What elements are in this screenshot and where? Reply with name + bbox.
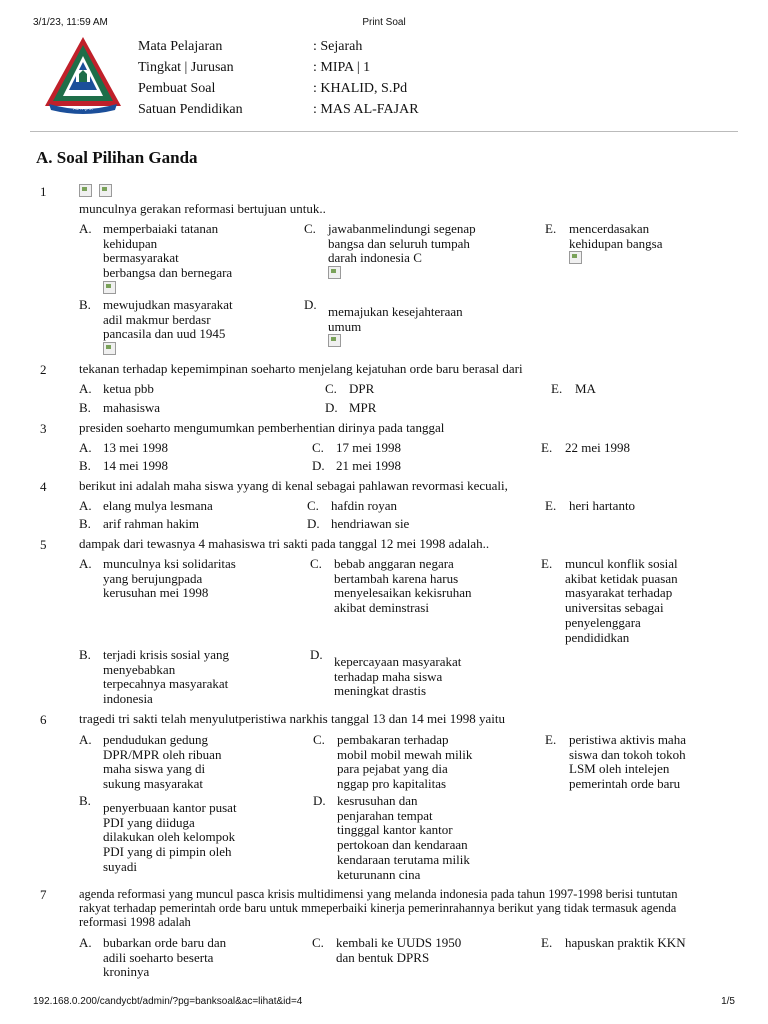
option-letter: E.: [551, 381, 563, 396]
option-line: kroninya: [103, 964, 150, 980]
question-text: agenda reformasi yang muncul pasca krisis multidimensi yang melanda indonesia pada tahun 1997-1998 berisi tuntutan rakyat terhadap pemerintah orde baru untuk mmeperbaiki kinerja pemerinrahannya berikut yang tidak termasuk agenda reformasi 1998 adalah: [79, 887, 678, 929]
option-letter: E.: [545, 498, 557, 513]
option-line: adil makmur berdasr: [103, 311, 211, 327]
option-line: MPR: [349, 400, 377, 415]
option-letter: C.: [312, 935, 324, 950]
option-line: kehidupan bangsa: [569, 235, 663, 251]
option-line: 13 mei 1998: [103, 440, 168, 455]
question-number: 2: [40, 362, 47, 377]
option-line: muncul konflik sosial: [565, 556, 678, 571]
option-line: kepercayaan masyarakat: [334, 654, 462, 669]
option-letter: C.: [307, 498, 319, 513]
option-letter: B.: [79, 516, 91, 531]
info-label: Pembuat Soal: [138, 81, 216, 96]
option-line: adili soeharto beserta: [103, 949, 214, 965]
broken-image-icon: [99, 184, 112, 197]
option-line: menyebabkan: [103, 661, 176, 677]
info-value: : Sejarah: [313, 39, 363, 54]
section-title: A. Soal Pilihan Ganda: [36, 148, 198, 167]
option-letter: C.: [325, 381, 337, 396]
info-label: Tingkat | Jurusan: [138, 60, 234, 75]
question-text: tragedi tri sakti telah menyulutperistiwa narkhis tanggal 13 dan 14 mei 1998 yaitu: [79, 711, 506, 726]
info-value: : MIPA | 1: [313, 60, 371, 75]
option-line: kembali ke UUDS 1950: [336, 935, 462, 950]
option-letter: C.: [313, 732, 325, 747]
option-line: bubarkan orde baru dan: [103, 935, 227, 950]
option-line: penjarahan tempat: [337, 807, 433, 823]
question-text: tekanan terhadap kepemimpinan soeharto menjelang kejatuhan orde baru berasal dari: [79, 361, 523, 376]
option-letter: D.: [307, 516, 320, 531]
page-number: 1/5: [721, 996, 735, 1007]
option-line: suyadi: [103, 858, 137, 874]
option-line: pendididkan: [565, 629, 630, 645]
header-divider: [30, 131, 738, 132]
option-line: PDI yang diiduga: [103, 814, 195, 830]
option-line: DPR/MPR oleh ribuan: [103, 746, 222, 762]
option-line: 14 mei 1998: [103, 458, 168, 473]
option-line: hafdin royan: [331, 498, 398, 513]
option-letter: D.: [304, 297, 317, 312]
option-line: memperbaiaki tatanan: [103, 221, 219, 236]
option-line: pertokoan dan kendaraan: [337, 837, 468, 853]
option-line: hendriawan sie: [331, 516, 410, 531]
option-line: bertambah karena harus: [334, 570, 459, 586]
broken-image-icon: [328, 266, 341, 279]
question-text: munculnya gerakan reformasi bertujuan untuk..: [79, 201, 326, 216]
question-number: 1: [40, 184, 47, 199]
option-letter: D.: [313, 793, 326, 808]
option-line: siswa dan tokoh tokoh: [569, 746, 686, 762]
question-number: 5: [40, 537, 47, 552]
option-line: penyelenggara: [565, 614, 641, 630]
question-number: 4: [40, 479, 47, 494]
option-letter: A.: [79, 732, 92, 747]
option-line: para pejabat yang dia: [337, 761, 448, 777]
option-letter: A.: [79, 221, 92, 236]
option-line: jawabanmelindungi segenap: [328, 221, 476, 236]
option-line: pancasila dan uud 1945: [103, 326, 226, 342]
option-line: mobil mobil mewah milik: [337, 746, 473, 762]
option-letter: C.: [304, 221, 316, 236]
option-line: dan bentuk DPRS: [336, 949, 430, 965]
option-letter: B.: [79, 647, 91, 662]
option-line: munculnya ksi solidaritas: [103, 556, 236, 571]
option-line: masyarakat terhadap: [565, 585, 673, 601]
option-line: memajukan kesejahteraan: [328, 304, 463, 319]
option-line: mewujudkan masyarakat: [103, 297, 233, 312]
option-letter: E.: [545, 221, 557, 236]
option-line: dilakukan oleh kelompok: [103, 829, 236, 845]
info-label: Satuan Pendidikan: [138, 102, 243, 117]
option-letter: B.: [79, 458, 91, 473]
option-line: pemerintah orde baru: [569, 776, 681, 792]
option-line: tingggal kantor kantor: [337, 822, 453, 838]
option-line: terjadi krisis sosial yang: [103, 647, 230, 662]
info-value: : MAS AL-FAJAR: [313, 102, 419, 117]
option-letter: A.: [79, 381, 92, 396]
option-letter: B.: [79, 297, 91, 312]
option-letter: E.: [541, 440, 553, 455]
option-line: kerusuhan mei 1998: [103, 585, 209, 601]
option-line: LSM oleh intelejen: [569, 761, 670, 777]
option-line: mencerdasakan: [569, 221, 650, 236]
option-letter: A.: [79, 556, 92, 571]
option-line: meningkat drastis: [334, 683, 427, 699]
option-letter: A.: [79, 440, 92, 455]
option-line: sukung masyarakat: [103, 776, 204, 792]
option-letter: A.: [79, 935, 92, 950]
option-letter: E.: [541, 556, 553, 571]
info-value: : KHALID, S.Pd: [313, 81, 408, 96]
option-line: arif rahman hakim: [103, 516, 200, 531]
option-line: indonesia: [103, 691, 153, 707]
option-line: peristiwa aktivis maha: [569, 732, 686, 747]
broken-image-icon: [103, 342, 116, 355]
option-letter: E.: [541, 935, 553, 950]
option-letter: C.: [312, 440, 324, 455]
option-letter: D.: [310, 647, 323, 662]
option-line: keturunann cina: [337, 866, 421, 882]
broken-image-icon: [569, 251, 582, 264]
option-line: 22 mei 1998: [565, 440, 630, 455]
option-line: kendaraan terutama milik: [337, 851, 470, 867]
option-line: heri hartanto: [569, 498, 636, 513]
option-line: berbangsa dan bernegara: [103, 265, 233, 281]
option-letter: E.: [545, 732, 557, 747]
option-line: menyelesaikan kekisruhan: [334, 585, 472, 601]
option-letter: D.: [325, 400, 338, 415]
option-line: pendudukan gedung: [103, 732, 209, 747]
question-text: dampak dari tewasnya 4 mahasiswa tri sakti pada tanggal 12 mei 1998 adalah..: [79, 536, 490, 551]
option-line: universitas sebagai: [565, 600, 664, 616]
option-line: kehidupan: [103, 235, 158, 251]
option-line: bangsa dan seluruh tumpah: [328, 235, 470, 251]
option-letter: B.: [79, 793, 91, 808]
print-datetime: 3/1/23, 11:59 AM: [33, 17, 108, 28]
option-line: ketua pbb: [103, 381, 154, 396]
broken-image-icon: [79, 184, 92, 197]
question-number: 7: [40, 887, 47, 902]
option-line: darah indonesia C: [328, 250, 422, 266]
option-line: penyerbuaan kantor pusat: [103, 800, 237, 815]
broken-image-icon: [328, 334, 341, 347]
question-number: 6: [40, 712, 47, 727]
option-line: akibat deminstrasi: [334, 600, 429, 616]
option-line: PDI yang di pimpin oleh: [103, 844, 232, 860]
option-line: mahasiswa: [103, 400, 161, 415]
option-line: 21 mei 1998: [336, 458, 401, 473]
option-line: terpecahnya masyarakat: [103, 676, 229, 692]
info-label: Mata Pelajaran: [138, 39, 223, 54]
print-title: Print Soal: [362, 17, 406, 28]
broken-image-icon: [103, 281, 116, 294]
option-line: MA: [575, 381, 596, 396]
option-line: umum: [328, 318, 362, 334]
option-line: maha siswa yang di: [103, 761, 206, 777]
option-letter: D.: [312, 458, 325, 473]
option-line: pembakaran terhadap: [337, 732, 449, 747]
question-text: berikut ini adalah maha siswa yyang di kenal sebagai pahlawan revormasi kecuali,: [79, 478, 508, 493]
option-line: elang mulya lesmana: [103, 498, 213, 513]
option-letter: A.: [79, 498, 92, 513]
option-letter: C.: [310, 556, 322, 571]
logo-text: AL-FAJAR: [73, 107, 93, 112]
option-line: bebab anggaran negara: [334, 556, 454, 571]
page-url: 192.168.0.200/candycbt/admin/?pg=banksoal&ac=lihat&id=4: [33, 996, 303, 1007]
option-letter: B.: [79, 400, 91, 415]
option-line: nggap pro kapitalitas: [337, 776, 447, 792]
option-line: DPR: [349, 381, 375, 396]
option-line: hapuskan praktik KKN: [565, 935, 686, 950]
option-line: bermasyarakat: [103, 250, 179, 266]
option-line: yang berujungpada: [103, 570, 203, 586]
option-line: kesrusuhan dan: [337, 793, 418, 808]
question-text: presiden soeharto mengumumkan pemberhentian dirinya pada tanggal: [79, 420, 445, 435]
option-line: akibat ketidak puasan: [565, 570, 678, 586]
question-number: 3: [40, 421, 47, 436]
school-logo: [43, 34, 123, 114]
option-line: 17 mei 1998: [336, 440, 401, 455]
option-line: terhadap maha siswa: [334, 668, 443, 684]
